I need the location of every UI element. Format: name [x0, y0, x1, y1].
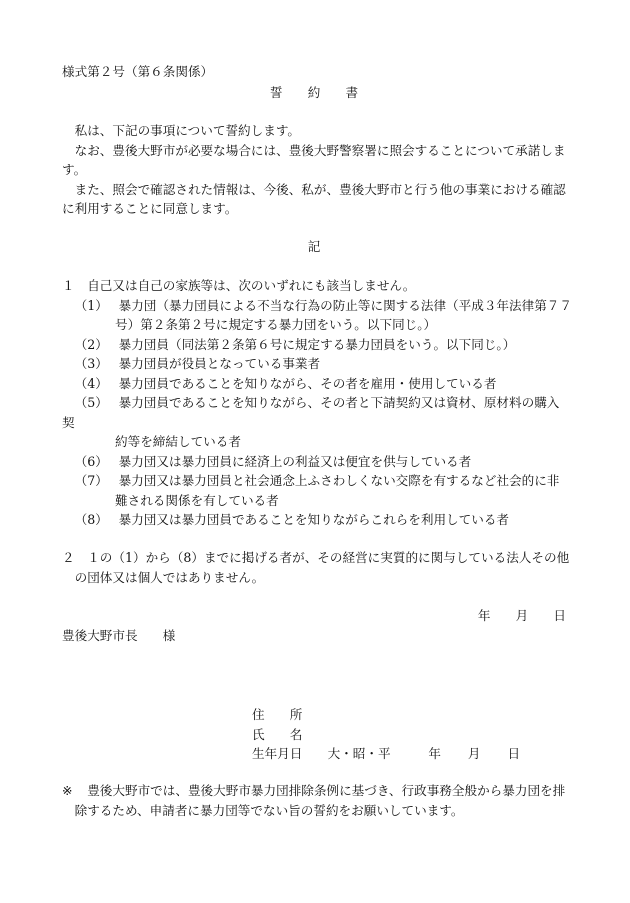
birthdate-label: 生年月日 — [252, 746, 303, 762]
clause-1-heading — [62, 276, 566, 296]
item-text-continuation: 契 — [62, 414, 75, 430]
item-number: （4） — [74, 375, 108, 391]
birthdate-month-unit: 月 — [467, 746, 481, 762]
item-line — [62, 393, 566, 413]
date-and-addressee — [62, 606, 566, 645]
footnote-line — [62, 781, 566, 801]
item-line — [62, 510, 566, 530]
ki-heading-block — [62, 237, 566, 257]
item-line — [62, 471, 566, 491]
clause-item — [62, 296, 572, 335]
clause-number: ２ — [62, 550, 75, 566]
preamble — [62, 121, 566, 219]
item-number: （3） — [74, 356, 108, 372]
item-line — [62, 354, 566, 374]
preamble-paragraph — [62, 121, 566, 141]
preamble-line: なお、豊後大野市が必要な場合には、豊後大野警察署に照会することについて承諾しま — [74, 142, 566, 158]
item-text-continuation: 約等を締結している者 — [115, 434, 241, 450]
item-text: 暴力団又は暴力団員に経済上の利益又は便宜を供与している者 — [118, 453, 472, 469]
item-text: 暴力団又は暴力団員と社会通念上ふさわしくない交際を有するなど社会的に非 — [118, 473, 560, 489]
birthdate-line — [252, 744, 582, 764]
item-text: 暴力団又は暴力団員であることを知りながらこれらを利用している者 — [118, 512, 509, 528]
birthdate-day-unit: 日 — [507, 746, 521, 762]
item-line — [62, 296, 572, 316]
document-title: 誓 約 書 — [269, 85, 359, 101]
addressee: 豊後大野市長 様 — [62, 627, 176, 643]
clause-text: 自己又は自己の家族等は、次のいずれにも該当しません。 — [87, 278, 416, 294]
item-number: （7） — [74, 473, 108, 489]
clause-item — [62, 354, 566, 374]
item-line — [62, 452, 566, 472]
birthdate-era-options: 大・昭・平 — [327, 746, 391, 762]
clause-text: １の（1）から（8）までに掲げる者が、その経営に実質的に関与している法人その他 — [87, 550, 570, 566]
signer-block — [252, 705, 582, 764]
item-text-continuation: 号）第２条第２号に規定する暴力団をいう。以下同じ。） — [115, 317, 437, 333]
signer-name-label: 氏 名 — [252, 726, 303, 742]
preamble-line: また、照会で確認された情報は、今後、私が、豊後大野市と行う他の事業における確認 — [74, 181, 566, 197]
clause-item — [62, 510, 566, 530]
footnote-text: 豊後大野市では、豊後大野市暴力団排除条例に基づき、行政事務全般から暴力団を排 — [87, 783, 566, 799]
item-text: 暴力団員が役員となっている事業者 — [118, 356, 321, 372]
footnote-mark: ※ — [62, 783, 73, 799]
item-text: 暴力団員であることを知りながら、その者を雇用・使用している者 — [118, 375, 497, 391]
footnote — [62, 781, 566, 820]
preamble-line: す。 — [62, 162, 87, 178]
item-line — [62, 335, 566, 355]
title-block — [62, 83, 566, 103]
preamble-line: 私は、下記の事項について誓約します。 — [74, 123, 301, 139]
clause-1 — [62, 276, 572, 530]
ki-heading: 記 — [307, 239, 321, 255]
clause-item — [62, 471, 566, 510]
item-number: （2） — [74, 336, 108, 352]
preamble-line: に利用することに同意します。 — [62, 201, 238, 217]
item-number: （5） — [74, 395, 108, 411]
clause-item — [62, 374, 566, 394]
item-text: 暴力団員であることを知りながら、その者と下請契約又は資材、原材料の購入 — [118, 395, 560, 411]
item-text-continuation: 難される関係を有している者 — [115, 492, 279, 508]
clause-item — [62, 335, 566, 355]
form-header — [62, 62, 566, 82]
item-text: 暴力団員（同法第２条第６号に規定する暴力団員をいう。以下同じ。） — [118, 336, 516, 352]
footnote-text-continuation: 除するため、申請者に暴力団等でない旨の誓約をお願いしています。 — [74, 802, 464, 818]
date-line: 年 月 日 — [477, 608, 566, 624]
item-number: （6） — [74, 453, 108, 469]
clause-text-continuation: の団体又は個人ではありません。 — [74, 569, 265, 585]
clause-2 — [62, 548, 570, 587]
clause-item — [62, 393, 566, 452]
clause-item — [62, 452, 566, 472]
item-line — [62, 374, 566, 394]
clause-number: １ — [62, 278, 75, 294]
item-number: （8） — [74, 512, 108, 528]
preamble-paragraph — [62, 141, 566, 180]
clause-2-line — [62, 548, 570, 568]
form-number: 様式第２号（第６条関係） — [62, 64, 214, 80]
item-number: （1） — [74, 297, 108, 313]
preamble-paragraph — [62, 180, 566, 219]
signer-address-label: 住 所 — [252, 707, 303, 723]
item-text: 暴力団（暴力団員による不当な行為の防止等に関する法律（平成３年法律第７７ — [118, 297, 572, 313]
birthdate-year-unit: 年 — [428, 746, 441, 762]
